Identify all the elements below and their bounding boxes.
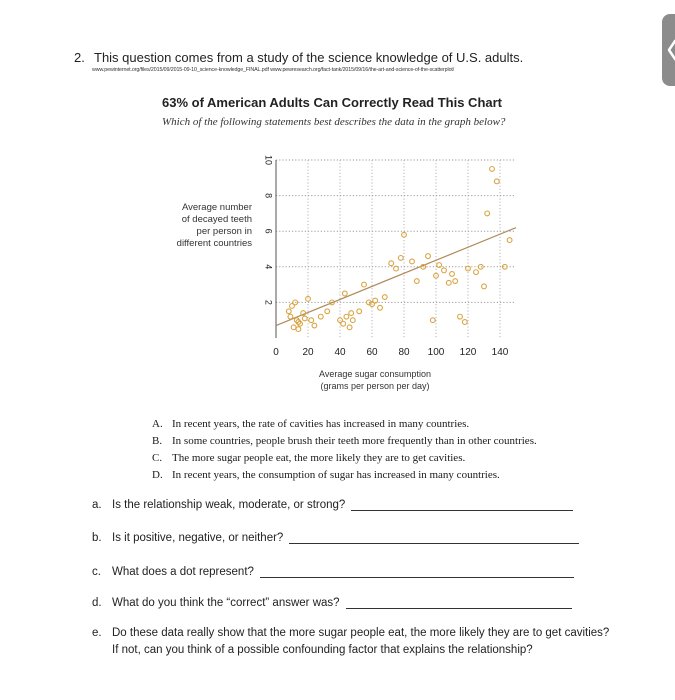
y-tick-label: 4 <box>263 264 274 270</box>
x-tick-label: 60 <box>366 347 378 358</box>
choice-text: In some countries, people brush their teeth more frequently than in other countries. <box>172 435 537 447</box>
subquestion-text: Is the relationship weak, moderate, or strong? <box>112 499 346 511</box>
data-point <box>414 279 419 284</box>
data-point <box>341 321 346 326</box>
data-point <box>302 316 307 321</box>
data-point <box>482 284 487 289</box>
data-point <box>442 268 447 273</box>
data-point <box>382 295 387 300</box>
data-point <box>426 254 431 259</box>
data-point <box>378 305 383 310</box>
subquestion-c <box>92 565 574 578</box>
subquestion-letter: c. <box>92 566 101 578</box>
answer-blank[interactable] <box>289 531 579 544</box>
data-point <box>389 261 394 266</box>
y-tick-label: 10 <box>263 154 274 166</box>
subquestion-text: What do you think the “correct” answer was? <box>112 597 340 609</box>
x-tick-label: 0 <box>273 347 279 358</box>
data-point <box>507 238 512 243</box>
data-point <box>288 314 293 319</box>
data-point <box>350 318 355 323</box>
data-point <box>349 311 354 316</box>
data-point <box>458 314 463 319</box>
data-point <box>296 327 301 332</box>
x-axis-label-line: (grams per person per day) <box>320 381 430 391</box>
data-point <box>325 309 330 314</box>
y-tick-label: 2 <box>263 299 274 305</box>
x-tick-label: 140 <box>491 347 509 358</box>
data-point <box>410 259 415 264</box>
subquestion-d <box>92 596 572 609</box>
choice-letter: A. <box>152 418 163 430</box>
data-point <box>462 320 467 325</box>
answer-choice <box>152 467 537 484</box>
choice-text: In recent years, the rate of cavities has increased in many countries. <box>172 418 470 430</box>
question-number: 2. <box>74 50 85 65</box>
data-point <box>344 314 349 319</box>
data-point <box>291 325 296 330</box>
trend-line <box>276 228 516 326</box>
subquestion-b <box>92 531 579 544</box>
choice-letter: D. <box>152 469 163 481</box>
chart-subtitle: Which of the following statements best describes the data in the graph below? <box>162 116 506 128</box>
data-point <box>494 179 499 184</box>
data-point <box>342 291 347 296</box>
question-text: This question comes from a study of the science knowledge of U.S. adults. <box>94 50 524 65</box>
data-point <box>312 323 317 328</box>
data-point <box>347 325 352 330</box>
subquestion-letter: a. <box>92 499 102 511</box>
y-axis-label-line: of decayed teeth <box>181 214 252 225</box>
data-point <box>318 314 323 319</box>
x-tick-label: 80 <box>398 347 410 358</box>
choice-text: The more sugar people eat, the more likely they are to get cavities. <box>172 452 466 464</box>
answer-choice <box>152 450 537 467</box>
x-tick-label: 40 <box>334 347 346 358</box>
y-tick-label: 8 <box>263 193 274 199</box>
data-point <box>290 304 295 309</box>
choice-text: In recent years, the consumption of sugar has increased in many countries. <box>172 469 500 481</box>
data-point <box>474 270 479 275</box>
source-links: www.pewinternet.org/files/2015/09/2015-09-10_science-knowledge_FINAL.pdf www.pewresearch.org/fact-tank/2015/09/16/the-art-and-science-of-the-scatterplot/ <box>92 67 455 73</box>
data-point <box>286 309 291 314</box>
y-tick-label: 6 <box>263 228 274 234</box>
x-tick-label: 120 <box>459 347 477 358</box>
subquestion-text: Do these data really show that the more sugar people eat, the more likely they are to get cavities? If not, can you think of a possible confounding factor that explains the relationship? <box>112 627 610 656</box>
data-point <box>309 318 314 323</box>
data-point <box>450 272 455 277</box>
answer-blank[interactable] <box>351 498 573 511</box>
x-axis-label <box>310 368 440 392</box>
subquestion-letter: d. <box>92 597 102 609</box>
data-point <box>485 211 490 216</box>
choice-letter: C. <box>152 452 163 464</box>
data-point <box>446 280 451 285</box>
answer-choice <box>152 416 537 433</box>
subquestion-letter: e. <box>92 627 102 639</box>
data-point <box>357 309 362 314</box>
subquestion-letter: b. <box>92 532 102 544</box>
answer-blank[interactable] <box>260 565 574 578</box>
chart-title: 63% of American Adults Can Correctly Read This Chart <box>162 95 503 110</box>
x-tick-label: 20 <box>302 347 314 358</box>
data-point <box>306 296 311 301</box>
data-point <box>490 167 495 172</box>
data-point <box>362 282 367 287</box>
answer-blank[interactable] <box>346 596 572 609</box>
y-axis-label-line: Average number <box>181 202 252 213</box>
y-axis-label-line: per person in <box>196 226 252 237</box>
data-point <box>394 266 399 271</box>
y-axis-label-line: different countries <box>176 238 252 249</box>
subquestion-text: What does a dot represent? <box>112 566 254 578</box>
choice-letter: B. <box>152 435 163 447</box>
x-axis-label-line: Average sugar consumption <box>319 369 431 379</box>
subquestion-text: Is it positive, negative, or neither? <box>112 532 284 544</box>
data-point <box>453 279 458 284</box>
data-point <box>430 318 435 323</box>
answer-choice <box>152 433 537 450</box>
data-point <box>398 256 403 261</box>
answer-choices <box>152 416 537 484</box>
subquestion-a <box>92 498 573 511</box>
subquestion-e <box>92 625 612 659</box>
x-tick-label: 100 <box>427 347 445 358</box>
